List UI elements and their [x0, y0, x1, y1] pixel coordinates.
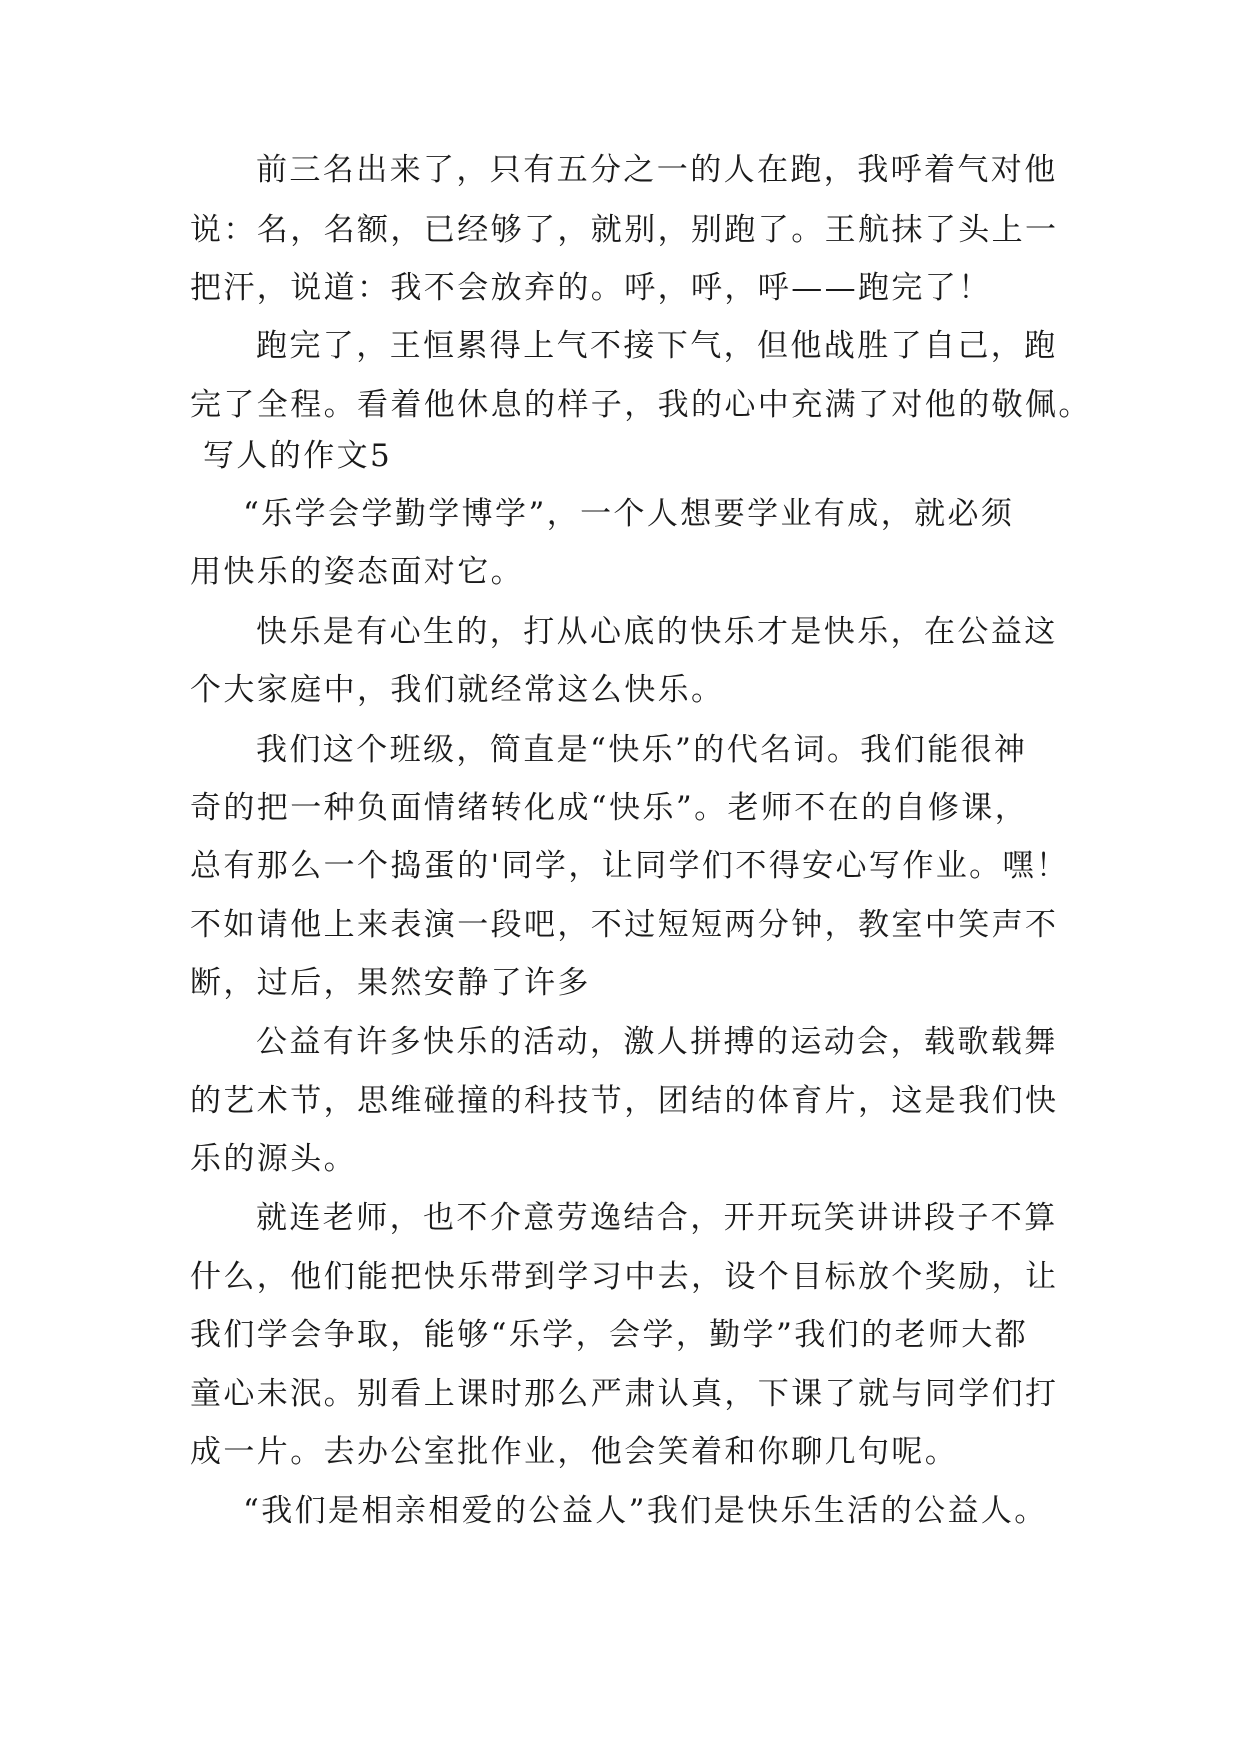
paragraph-line: 成一片。去办公室批作业，他会笑着和你聊几句呢。 — [190, 1434, 959, 1470]
paragraph-line: 就连老师，也不介意劳逸结合，开开玩笑讲讲段子不算 — [256, 1200, 1058, 1236]
paragraph-line: 用快乐的姿态面对它。 — [190, 554, 524, 590]
paragraph-line: 奇的把一种负面情绪转化成“快乐”。老师不在的自修课， — [190, 790, 1029, 826]
paragraph-line: 公益有许多快乐的活动，激人拼搏的运动会，载歌载舞 — [256, 1024, 1058, 1060]
paragraph-line: 童心未泯。别看上课时那么严肃认真，下课了就与同学们打 — [190, 1376, 1059, 1412]
paragraph-line: “乐学会学勤学博学”，一个人想要学业有成，就必须 — [243, 496, 1015, 532]
paragraph-line: 不如请他上来表演一段吧，不过短短两分钟，教室中笑声不 — [190, 907, 1059, 943]
paragraph-line: 前三名出来了，只有五分之一的人在跑，我呼着气对他 — [256, 152, 1058, 188]
paragraph-line: 的艺术节，思维碰撞的科技节，团结的体育片，这是我们快 — [190, 1083, 1059, 1119]
paragraph-line: 跑完了，王恒累得上气不接下气，但他战胜了自己，跑 — [256, 328, 1058, 364]
paragraph-line: 说：名，名额，已经够了，就别，别跑了。王航抹了头上一 — [190, 212, 1059, 248]
paragraph-line: 把汗，说道：我不会放弃的。呼，呼，呼——跑完了！ — [190, 270, 992, 306]
paragraph-line: 乐的源头。 — [190, 1141, 357, 1177]
paragraph-line: 我们学会争取，能够“乐学，会学，勤学”我们的老师大都 — [190, 1317, 1029, 1353]
paragraph-line: 快乐是有心生的，打从心底的快乐才是快乐，在公益这 — [256, 614, 1058, 650]
paragraph-line: 我们这个班级，简直是“快乐”的代名词。我们能很神 — [256, 732, 1028, 768]
paragraph-line: 总有那么一个捣蛋的'同学，让同学们不得安心写作业。嘿！ — [190, 848, 1070, 884]
paragraph-line: “我们是相亲相爱的公益人”我们是快乐生活的公益人。 — [243, 1493, 1048, 1529]
section-heading: 写人的作文5 — [203, 438, 393, 474]
paragraph-line: 断，过后，果然安静了许多 — [190, 965, 591, 1001]
paragraph-line: 个大家庭中，我们就经常这么快乐。 — [190, 672, 725, 708]
paragraph-line: 完了全程。看着他休息的样子，我的心中充满了对他的敬佩。 — [190, 387, 1092, 423]
paragraph-line: 什么，他们能把快乐带到学习中去，设个目标放个奖励，让 — [190, 1259, 1059, 1295]
